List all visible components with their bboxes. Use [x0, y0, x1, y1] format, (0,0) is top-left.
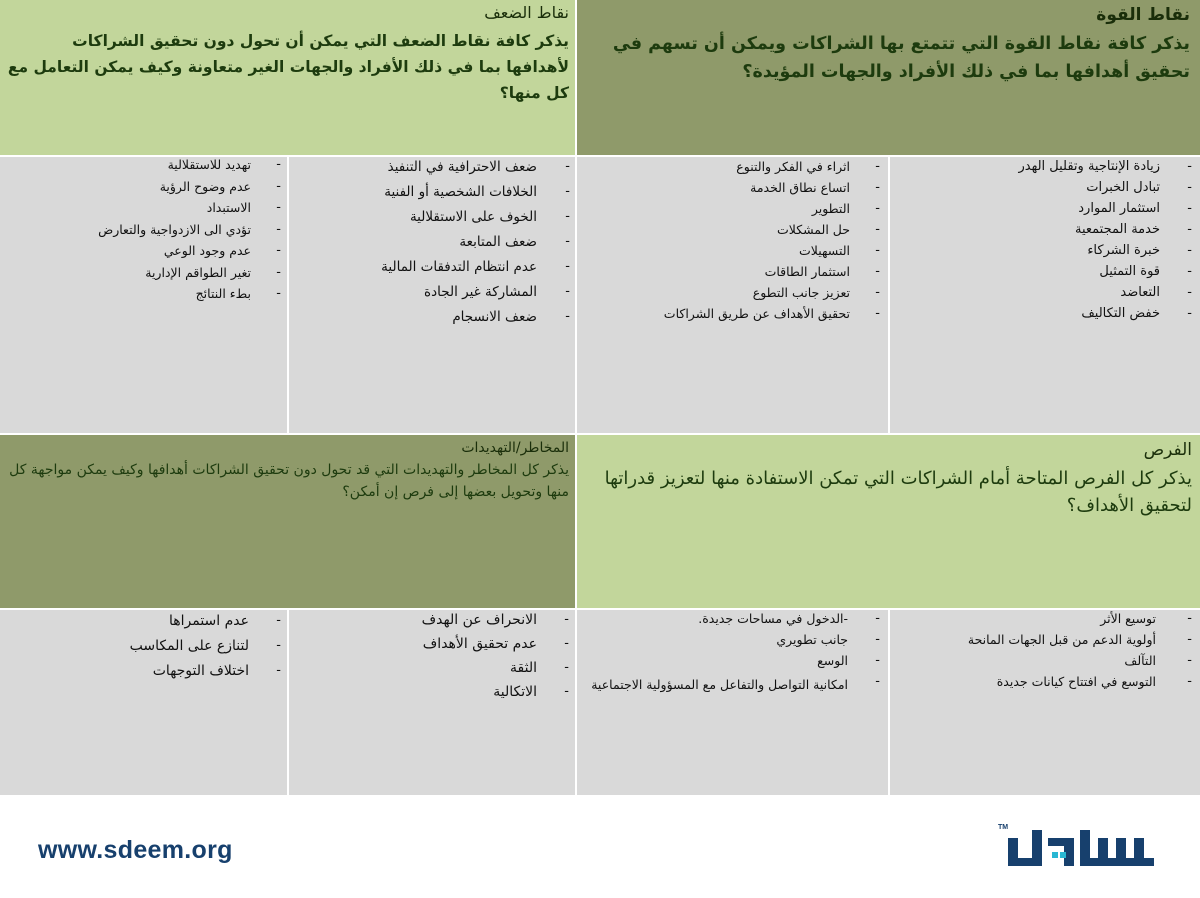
threats-body-right [289, 610, 575, 795]
list-item: تعزيز جانب التطوع - [752, 285, 880, 300]
logo-text [1004, 820, 1005, 821]
opportunities-question: يذكر كل الفرص المتاحة أمام الشراكات التي تمكن الاستفادة منها لتعزيز قدراتها لتحقيق الأهداف؟ [604, 468, 1192, 516]
weaknesses-body-right [289, 157, 575, 433]
opportunities-list-right [890, 610, 1200, 695]
list-item: خفض التكاليف - [1081, 306, 1192, 321]
list-item: -الدخول في مساحات جديدة. - [698, 611, 880, 626]
weaknesses-header [0, 0, 575, 155]
list-item: عدم انتظام التدفقات المالية - [381, 259, 570, 275]
threats-header [0, 435, 575, 608]
list-item: الخلافات الشخصية أو الفنية - [384, 184, 570, 200]
list-item: امكانية التواصل والتفاعل مع المسؤولية الاجتماعية - [591, 674, 880, 692]
threats-question: يذكر كل المخاطر والتهديدات التي قد تحول دون تحقيق الشراكات أهدافها وكيف يمكن مواجهة كل منها وتحويل بعضها إلى فرص إن أمكن؟ [9, 462, 569, 500]
list-item: ضعف المتابعة - [459, 234, 570, 250]
list-item: ضعف الانسجام - [452, 309, 570, 325]
list-item: حل المشكلات - [777, 222, 880, 237]
threats-title: المخاطر/التهديدات [461, 440, 569, 456]
list-item: اختلاف التوجهات - [152, 663, 281, 679]
list-item: تحقيق الأهداف عن طريق الشراكات - [663, 306, 880, 321]
opportunities-title: الفرص [1143, 440, 1192, 460]
list-item: بطء النتائج - [195, 286, 281, 301]
list-item: التعاضد - [1120, 285, 1192, 300]
strengths-title: نقاط القوة [1096, 5, 1190, 25]
opportunities-body-right [890, 610, 1200, 795]
list-item: عدم وضوح الرؤية - [159, 178, 281, 194]
strengths-body-right [890, 157, 1200, 433]
strengths-header [577, 0, 1200, 155]
threats-list-left [0, 610, 287, 685]
threats-body-left [0, 610, 287, 795]
list-item: استثمار الطاقات - [764, 264, 880, 279]
list-item: زيادة الإنتاجية وتقليل الهدر - [1018, 159, 1192, 174]
list-item: توسيع الأثر - [1100, 611, 1192, 626]
list-item: الانحراف عن الهدف - [421, 612, 569, 628]
list-item: التآلف - [1124, 653, 1192, 668]
list-item: تغير الطواقم الإدارية - [145, 264, 281, 280]
list-item: ضعف الاحترافية في التنفيذ - [387, 159, 570, 175]
list-item: استثمار الموارد - [1078, 201, 1192, 216]
list-item: أولوية الدعم من قبل الجهات المانحة - [967, 632, 1192, 647]
website-url[interactable]: www.sdeem.org [38, 836, 233, 864]
list-item: التطوير - [811, 201, 880, 216]
trademark-mark: TM [998, 824, 1009, 831]
list-item: تهديد للاستقلالية - [167, 157, 281, 172]
list-item: اثراء في الفكر والتنوع - [736, 159, 880, 174]
weaknesses-title: نقاط الضعف [484, 3, 569, 22]
list-item: تبادل الخبرات - [1086, 180, 1192, 195]
list-item: الاتكالية - [493, 684, 569, 700]
list-item: الثقة - [510, 660, 569, 676]
sdeem-logo-mark [1004, 820, 1164, 876]
list-item: جانب تطويري - [776, 632, 880, 647]
list-item: التسهيلات - [799, 243, 880, 258]
list-item: لتنازع على المكاسب - [129, 638, 281, 654]
threats-list-right [289, 610, 575, 706]
list-item: المشاركة غير الجادة - [424, 284, 570, 300]
opportunities-header [577, 435, 1200, 608]
list-item: قوة التمثيل - [1099, 264, 1192, 279]
list-item: الخوف على الاستقلالية - [409, 209, 570, 225]
weaknesses-question: يذكر كافة نقاط الضعف التي يمكن أن تحول دون تحقيق الشراكات لأهدافها بما في ذلك الأفراد والجهات الغير متعاونة وكيف يمكن التعامل مع كل منها؟ [7, 32, 569, 102]
list-item: تؤدي الى الازدواجية والتعارض - [98, 221, 281, 237]
strengths-list-left [577, 157, 888, 327]
strengths-list-right [890, 157, 1200, 327]
list-item: عدم تحقيق الأهداف - [422, 636, 569, 652]
list-item: التوسع في افتتاح كيانات جديدة - [996, 674, 1192, 689]
list-item: خبرة الشركاء - [1087, 243, 1192, 258]
list-item: خدمة المجتمعية - [1074, 222, 1192, 237]
strengths-body-left [577, 157, 888, 433]
opportunities-list-left [577, 610, 888, 716]
strengths-question: يذكر كافة نقاط القوة التي تتمتع بها الشراكات ويمكن أن تسهم في تحقيق أهدافها بما في ذلك الأفراد والجهات المؤيدة؟ [612, 34, 1190, 82]
list-item: الوسع - [817, 653, 880, 668]
opportunities-body-left [577, 610, 888, 795]
weaknesses-list-left [0, 157, 287, 308]
weaknesses-list-right [289, 157, 575, 332]
sdeem-logo [998, 820, 1164, 876]
weaknesses-body-left [0, 157, 287, 433]
list-item: اتساع نطاق الخدمة - [750, 180, 880, 195]
list-item: الاستبداد - [206, 200, 281, 215]
list-item: عدم وجود الوعي - [163, 243, 281, 258]
list-item: عدم استمراها - [168, 613, 281, 629]
